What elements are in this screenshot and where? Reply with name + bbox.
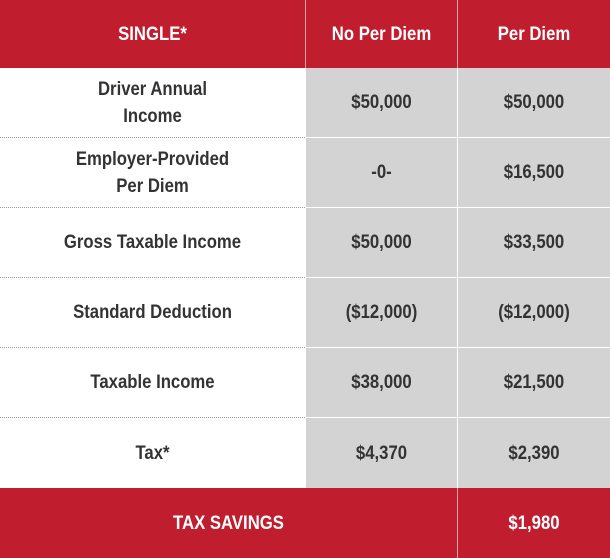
tax-savings-label-cell [0,488,457,558]
table-cell [457,208,610,278]
no-per-diem-value: $4,370 [355,442,408,464]
table-cell [305,278,457,348]
row-label: Taxable Income [90,372,215,393]
header-cell-single [0,0,305,68]
table-cell [305,68,457,138]
table-row-label [0,208,305,278]
per-diem-value: $33,500 [503,232,565,253]
row-label-line2: Per Diem [116,175,189,197]
per-diem-value: $2,390 [508,442,560,464]
per-diem-value: $21,500 [503,372,565,393]
table-cell [305,208,457,278]
table-cell [457,418,610,488]
table-cell [305,418,457,488]
table-row-label [0,278,305,348]
header-cell-per-diem [457,0,610,68]
table-cell [457,348,610,418]
table-cell [457,68,610,138]
table-row-label [0,418,305,488]
table-cell [305,348,457,418]
table-cell [305,138,457,208]
header-per-diem-label: Per Diem [497,23,571,45]
tax-savings-value: $1,980 [508,512,560,534]
no-per-diem-value: $50,000 [351,92,412,113]
table-cell [457,278,610,348]
header-no-per-diem-label: No Per Diem [331,23,432,45]
table-row-label [0,68,305,138]
header-single-label: SINGLE* [118,23,187,45]
no-per-diem-value: -0- [371,162,392,183]
header-cell-no-per-diem [305,0,457,68]
table-row-label [0,348,305,418]
row-label-line1: Driver Annual [97,78,208,100]
per-diem-value: ($12,000) [498,302,570,323]
row-label-line1: Employer-Provided [75,148,230,170]
no-per-diem-value: $50,000 [351,232,412,253]
row-label-line2: Income [123,105,182,127]
table-cell [457,138,610,208]
per-diem-value: $16,500 [503,162,565,183]
table-row-label [0,138,305,208]
row-label: Gross Taxable Income [63,232,242,253]
row-label: Standard Deduction [73,302,232,323]
row-label: Tax* [135,442,170,464]
no-per-diem-value: ($12,000) [345,302,418,323]
tax-savings-value-cell [457,488,610,558]
no-per-diem-value: $38,000 [351,372,412,393]
per-diem-value: $50,000 [503,92,565,113]
tax-savings-label: TAX SAVINGS [173,512,284,534]
